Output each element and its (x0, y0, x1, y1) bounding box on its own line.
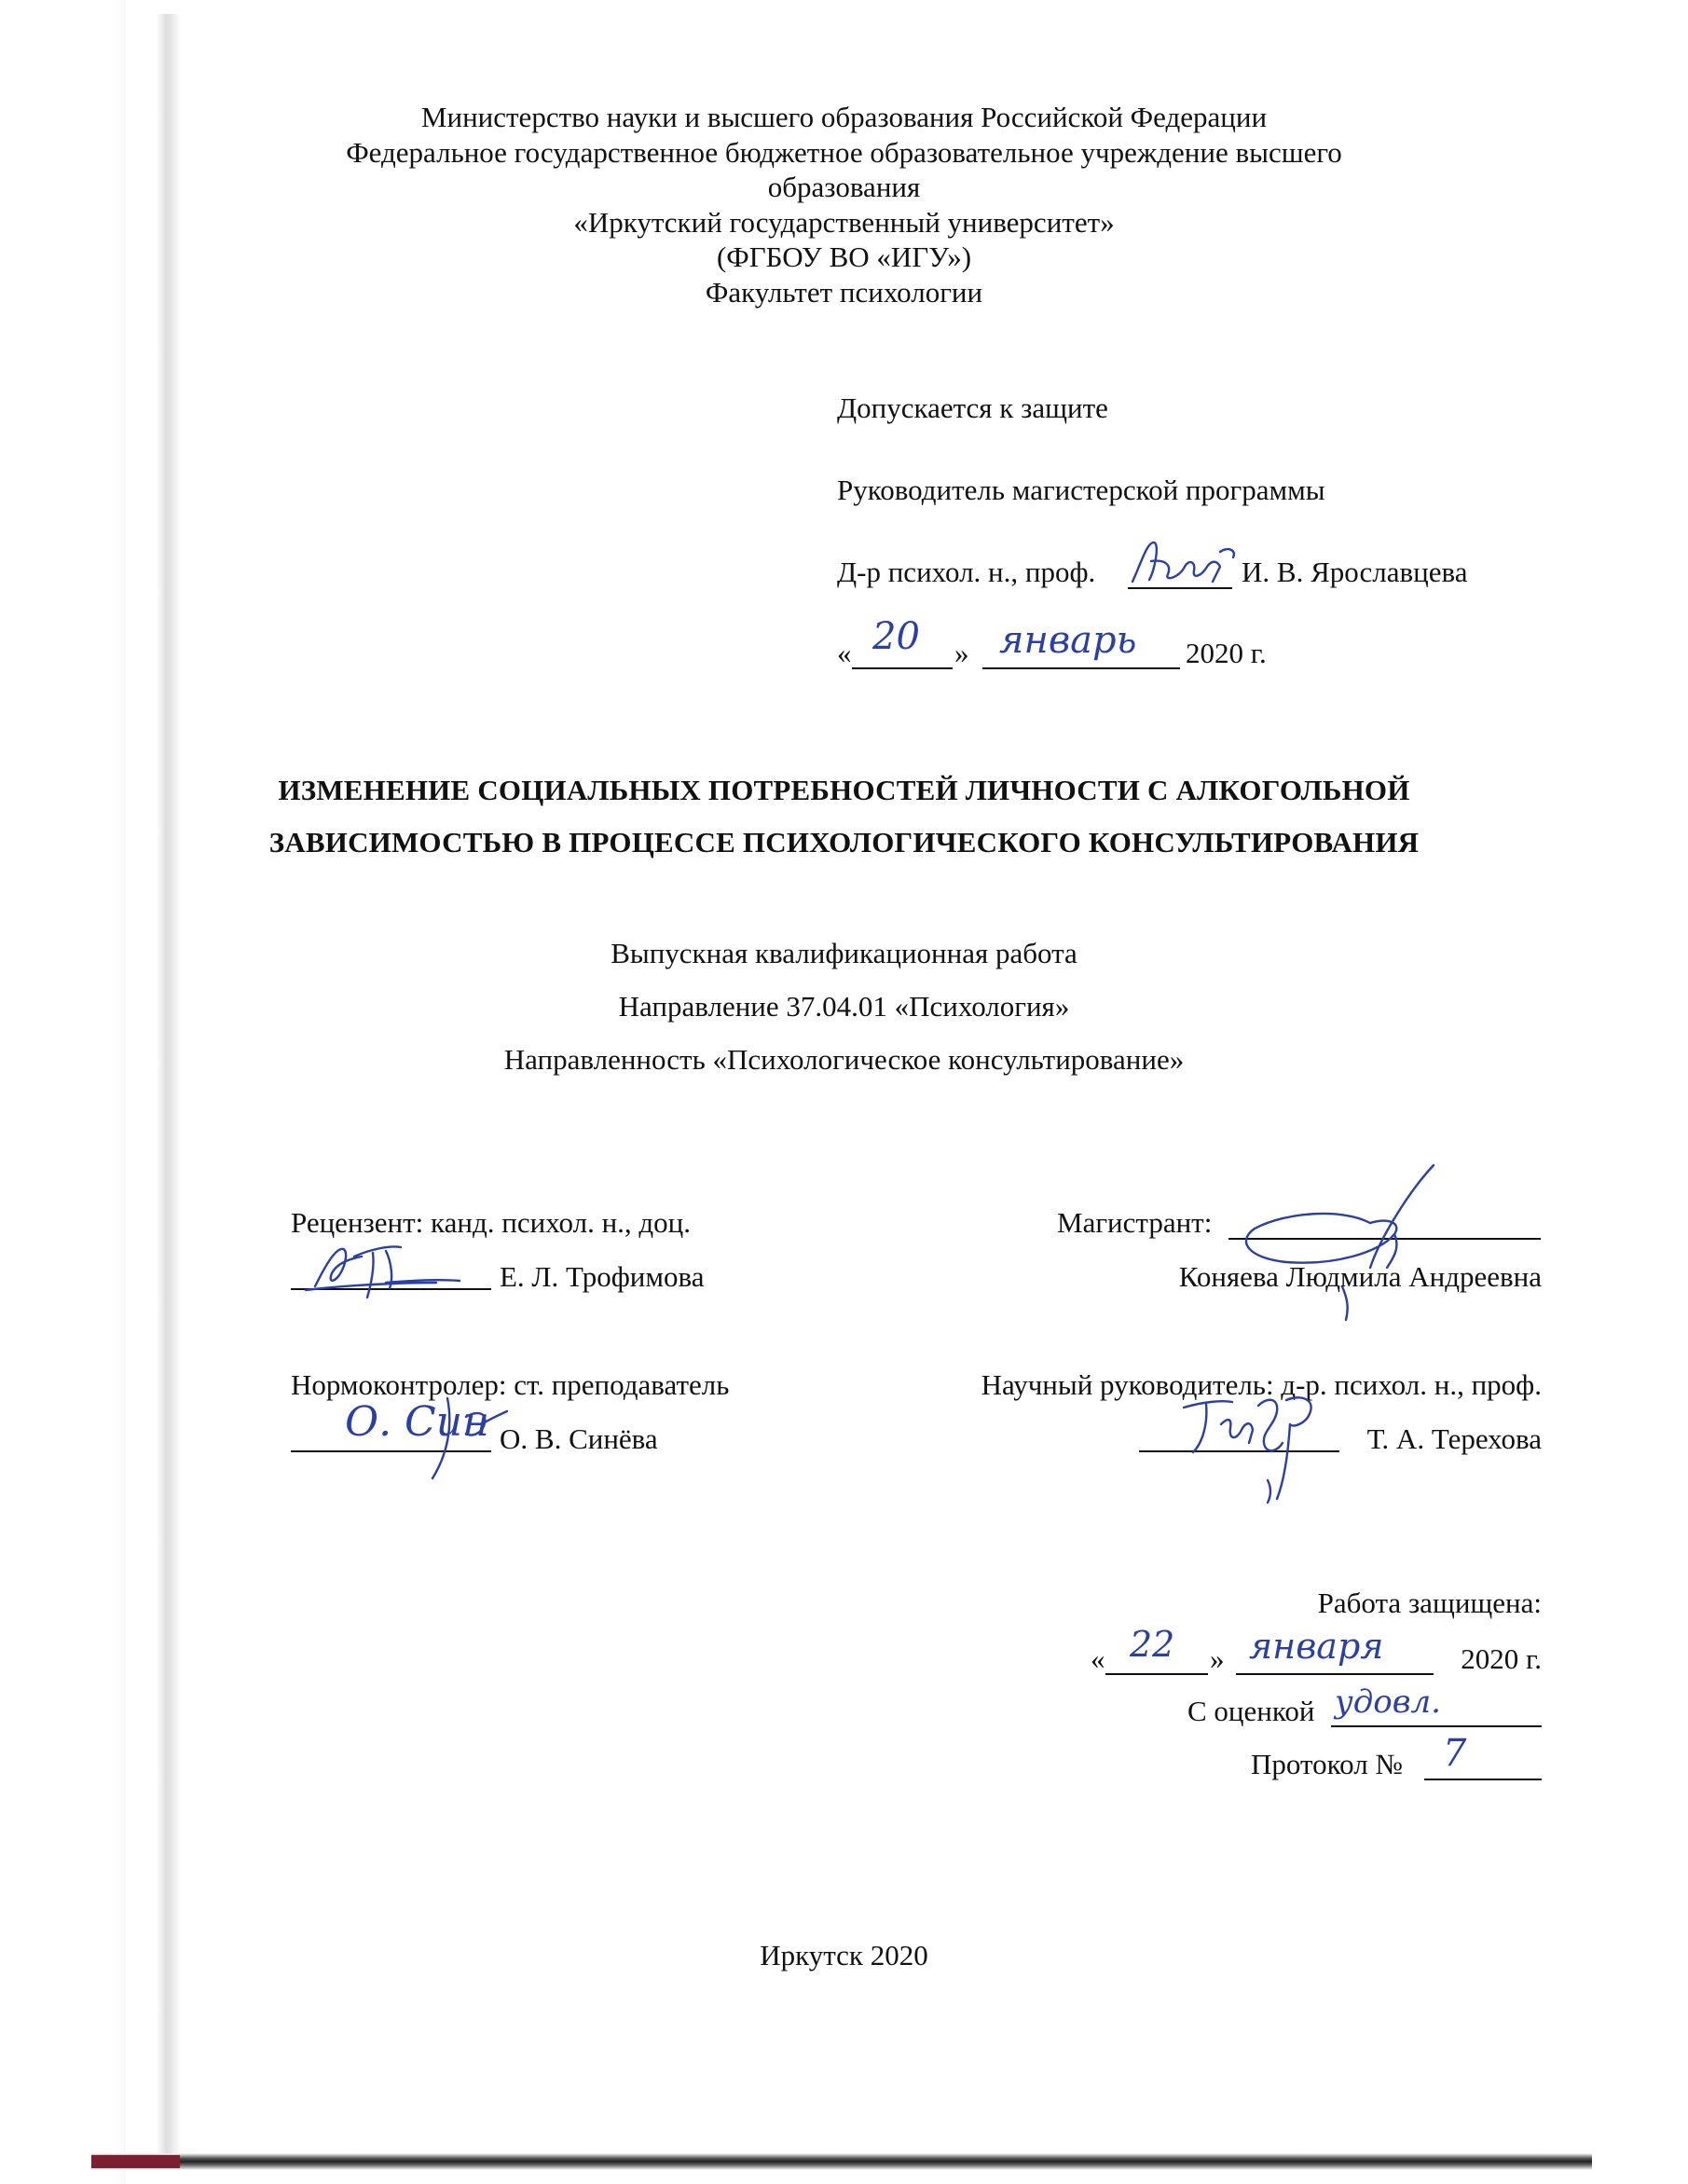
defense-date-year: 2020 г. (1461, 1642, 1542, 1675)
approval-date-open: « (837, 637, 852, 669)
admitted-to-defense: Допускается к защите (837, 391, 1108, 424)
defense-month-handwritten: января (1249, 1626, 1384, 1667)
approval-date-close: » (954, 637, 969, 669)
scan-left-edge (0, 0, 126, 2184)
program-head-prefix: Д-р психол. н., проф. (837, 556, 1096, 588)
normcontrol-signature-text: О. Син (345, 1398, 490, 1446)
defense-month-line (1236, 1673, 1434, 1675)
work-type: Выпускная квалификационная работа (611, 937, 1077, 969)
thesis-title-line-1: ИЗМЕНЕНИЕ СОЦИАЛЬНЫХ ПОТРЕБНОСТЕЙ ЛИЧНОСТИ С АЛКОГОЛЬНОЙ (278, 774, 1410, 806)
defense-date-close: » (1210, 1642, 1225, 1675)
normcontrol-signature (410, 1389, 513, 1482)
thesis-title-line-2: ЗАВИСИМОСТЬЮ В ПРОЦЕССЕ ПСИХОЛОГИЧЕСКОГО КОНСУЛЬТИРОВАНИЯ (268, 826, 1420, 858)
defense-day-line (1105, 1673, 1208, 1675)
supervisor-name: Т. А. Терехова (1366, 1422, 1542, 1455)
approval-day-line (852, 667, 953, 669)
program-head-role: Руководитель магистерской программы (837, 474, 1325, 506)
approval-month-line (982, 667, 1180, 669)
header-line-university: «Иркутский государственный университет» (573, 206, 1115, 239)
work-direction: Направление 37.04.01 «Психология» (618, 990, 1070, 1023)
scan-bottom-edge (91, 2153, 1592, 2170)
header-line-ministry: Министерство науки и высшего образования Российской Федерации (420, 101, 1268, 133)
reviewer-name: Е. Л. Трофимова (500, 1260, 705, 1293)
scan-binding-shadow (157, 14, 181, 2153)
reviewer-role: Рецензент: канд. психол. н., доц. (291, 1206, 692, 1239)
protocol-value-handwritten: 7 (1443, 1732, 1467, 1775)
supervisor-role: Научный руководитель: д-р. психол. н., проф. (981, 1368, 1542, 1401)
student-name: Коняева Людмила Андреевна (1178, 1260, 1542, 1293)
work-focus: Направленность «Психологическое консультирование» (503, 1043, 1185, 1076)
defense-date-open: « (1091, 1642, 1105, 1675)
grade-line (1331, 1725, 1542, 1727)
header-line-faculty: Факультет психологии (705, 276, 983, 309)
defense-day-handwritten: 22 (1130, 1624, 1175, 1665)
normcontrol-name: О. В. Синёва (500, 1422, 658, 1455)
header-line-abbreviation: (ФГБОУ ВО «ИГУ») (716, 240, 972, 273)
student-role: Магистрант: (1057, 1206, 1213, 1239)
approval-month-handwritten: январь (999, 619, 1137, 662)
header-line-education: образования (767, 171, 921, 203)
protocol-line (1424, 1779, 1542, 1780)
approval-date-year: 2020 г. (1186, 637, 1267, 669)
header-line-institution-type: Федеральное государственное бюджетное образовательное учреждение высшего (346, 136, 1342, 169)
grade-value-handwritten: удовл. (1335, 1683, 1441, 1721)
scan-bottom-corner (91, 2155, 180, 2168)
approval-day-handwritten: 20 (872, 615, 920, 658)
grade-label: С оценкой (1187, 1695, 1315, 1727)
program-head-name: И. В. Ярославцева (1242, 556, 1468, 588)
program-head-signature (1123, 533, 1244, 598)
defense-label: Работа защищена: (1317, 1586, 1542, 1619)
reviewer-signature (296, 1230, 473, 1305)
normcontrol-role: Нормоконтролер: ст. преподаватель (291, 1368, 730, 1401)
supervisor-signature (1174, 1387, 1333, 1508)
protocol-label: Протокол № (1251, 1748, 1403, 1780)
student-signature (1230, 1156, 1473, 1342)
city-year: Иркутск 2020 (760, 1939, 928, 1971)
